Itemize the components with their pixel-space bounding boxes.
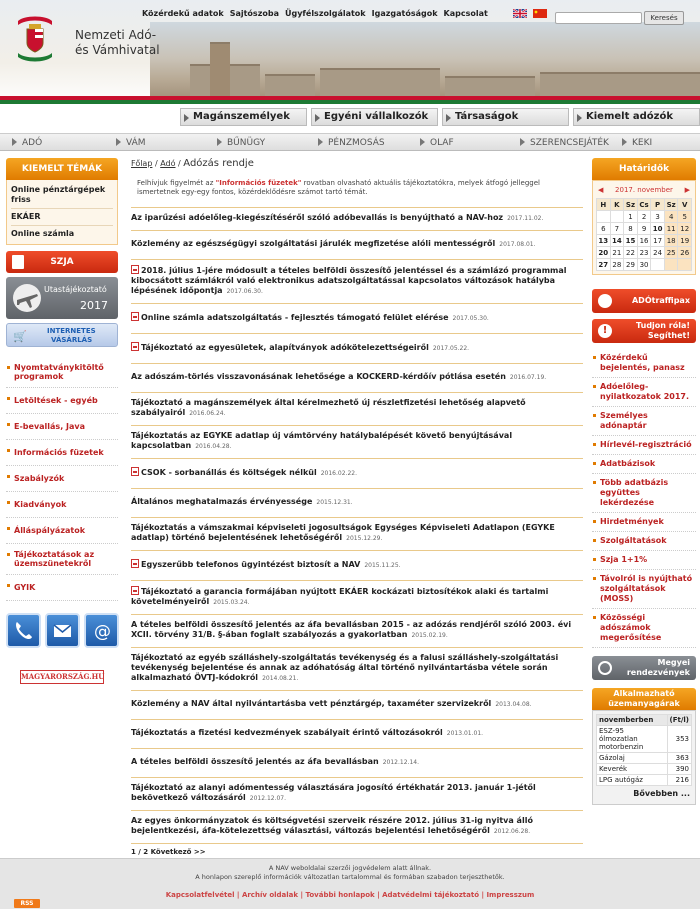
contact-icons xyxy=(6,613,118,648)
article-item[interactable]: A tételes belföldi összesítő jelentés az áfa bevallásban 2015 - az adózás rendjéről szóló 2003. évi XCII. törvény 31/B. §-ában foglalt szabályozás a gyakorlatban 2015.02.19. xyxy=(131,614,583,647)
pagination[interactable]: 1 / 2 Következő >> xyxy=(131,848,206,856)
breadcrumb-tax[interactable]: Adó xyxy=(160,159,176,168)
szja-doc-icon xyxy=(12,255,24,269)
site-header xyxy=(0,0,700,105)
right-link-vat-numbers[interactable]: Közösségi adószámok megerősítése xyxy=(592,609,696,648)
english-flag-icon[interactable] xyxy=(513,9,527,18)
tab-sole-traders[interactable]: Egyéni vállalkozók xyxy=(311,108,438,126)
parliament-banner-image xyxy=(150,22,700,104)
subnav-customs[interactable]: VÁM xyxy=(116,138,146,148)
topnav-press[interactable]: Sajtószoba xyxy=(229,9,279,18)
magyarorszag-portal-link[interactable]: MAGYARORSZÁG.HU xyxy=(20,670,104,684)
pdf-icon xyxy=(131,559,139,568)
calendar-grid: H K Sz Cs P Sz V 1 2 3 4 5 6 7 8 9 10 11 12 13 14 15 16 17 18 19 20 21 22 23 24 25 26 27 28 29 30 xyxy=(596,198,692,271)
search-button[interactable]: Keresés xyxy=(644,11,684,25)
deadlines-header: Határidők xyxy=(592,158,696,180)
next-month-arrow-icon[interactable]: ▶ xyxy=(684,186,690,194)
pdf-icon xyxy=(131,586,139,595)
szja-label: SZJA xyxy=(50,257,74,267)
wrench-icon xyxy=(598,661,612,675)
airplane-icon xyxy=(12,283,42,313)
sidebar-link-e-filing[interactable]: E-bevallás, Java xyxy=(6,414,118,440)
subnav-tax[interactable]: ADÓ xyxy=(12,138,42,148)
pdf-icon xyxy=(131,467,139,476)
table-row: ESZ-95 ólmozatlan motorbenzin 353 xyxy=(597,726,692,753)
article-item[interactable]: Tájékoztató az egyéb szálláshely-szolgáltatás tevékenység és a falusi szálláshely-szolgáltatási tevékenység bejelentése és annak az adóhatóság által történő nyilvántartásba vétele során alkalmazható ÖVTJ-kódokról 2014.08.21. xyxy=(131,647,583,690)
right-link-advance-declarations[interactable]: Adóelőleg-nyilatkozatok 2017. xyxy=(592,378,696,407)
copyright-line: A NAV weboldalai szerzői jogvédelem alatt állnak. xyxy=(268,864,432,872)
sidebar-link-faq[interactable]: GYIK xyxy=(6,575,118,601)
table-row: Gázolaj 363 xyxy=(597,753,692,764)
sidebar-link-info-booklets[interactable]: Információs füzetek xyxy=(6,440,118,466)
article-item[interactable]: Egyszerűbb telefonos ügyintézést biztosít a NAV 2015.11.25. xyxy=(131,550,583,580)
article-item[interactable]: 2018. július 1-jére módosult a tételes belföldi összesítő jelentéssel és a számlázó programmal kibocsátott számlákról való elektronikus adatszolgáltatással kapcsolatos változások hatályba lépésének időpontja 2017.06.30. xyxy=(131,259,583,303)
online-shopping-label: INTERNETES xyxy=(47,327,96,335)
article-item[interactable]: Közlemény az egészségügyi szolgáltatási járulék megfizetése alóli mentességről 2017.08.01. xyxy=(131,230,583,259)
right-link-services[interactable]: Szolgáltatások xyxy=(592,532,696,551)
article-item[interactable]: Közlemény a NAV által nyilvántartásba vett pénztárgép, taxaméter szervizekről 2013.04.08. xyxy=(131,690,583,719)
breadcrumb-home[interactable]: Főlap xyxy=(131,159,153,168)
sidebar-link-outages[interactable]: Tájékoztatások az üzemszünetekről xyxy=(6,544,118,575)
sidebar-link-form-fillers[interactable]: Nyomtatványkitöltő programok xyxy=(6,357,118,388)
calendar-deadline-day[interactable]: 15 xyxy=(625,236,636,245)
subnav-olaf[interactable]: OLAF xyxy=(420,138,454,148)
subnav-money-laundering[interactable]: PÉNZMOSÁS xyxy=(318,138,385,148)
rss-button[interactable]: RSS xyxy=(14,899,40,908)
topnav-public-data[interactable]: Közérdekű adatok xyxy=(142,9,224,18)
traveller-info-label: Utastájékoztató xyxy=(44,285,107,294)
calendar-deadline-day[interactable]: 13 xyxy=(598,236,609,245)
top-navigation xyxy=(142,9,488,18)
search-input[interactable] xyxy=(555,12,642,24)
article-item[interactable]: Online számla adatszolgáltatás - fejlesztés támogató felület elérése 2017.05.30. xyxy=(131,303,583,333)
calendar-day[interactable]: 3 xyxy=(651,211,665,223)
calendar-deadline-day[interactable]: 20 xyxy=(598,248,609,257)
right-link-tax-calendar[interactable]: Személyes adónaptár xyxy=(592,407,696,436)
right-link-newsletter[interactable]: Hírlevél-regisztráció xyxy=(592,436,696,455)
featured-item[interactable]: Online pénztárgépek friss xyxy=(11,182,113,209)
article-item[interactable]: Tájékoztató az alanyi adómentesség választására jogosító értékhatár 2013. január 1-jétől bekövetkező változásáról 2012.12.07. xyxy=(131,777,583,810)
whistleblow-banner[interactable]: ! Tudjon róla! Segíthet! xyxy=(592,319,696,343)
topic-navigation xyxy=(0,133,700,151)
tax-traffipax-banner[interactable]: ADÓtraffipax xyxy=(592,289,696,313)
deadline-calendar xyxy=(592,180,696,275)
topnav-customer-service[interactable]: Ügyfélszolgálatok xyxy=(284,9,366,18)
right-link-moss[interactable]: Távolról is nyújtható szolgáltatások (MOSS) xyxy=(592,570,696,609)
left-sidebar xyxy=(6,158,118,684)
article-item[interactable]: A tételes belföldi összesítő jelentés az áfa bevallásban 2012.12.14. xyxy=(131,748,583,777)
footer-link-archive[interactable]: Archív oldalak xyxy=(241,891,299,899)
topnav-directorates[interactable]: Igazgatóságok xyxy=(371,9,438,18)
main-content xyxy=(131,158,583,856)
fuel-more-link[interactable]: Bővebben ... xyxy=(633,789,690,798)
featured-item[interactable]: EKÁER xyxy=(11,209,113,226)
chinese-flag-icon[interactable] xyxy=(533,9,547,18)
article-item[interactable]: Tájékoztatás a vámszakmai képviseleti jogosultságok Egységes Képviseleti Adatlapon (EGYKE adatlap) történő bejelentésének lehetőségéről 2015.12.29. xyxy=(131,517,583,550)
site-name[interactable]: Nemzeti Adó- és Vámhivatal xyxy=(75,28,160,57)
article-item[interactable]: Tájékoztató a garancia formájában nyújtott EKÁER kockázati biztosítékok alaki és tartalmi követelményeiről 2015.03.24. xyxy=(131,580,583,614)
footer-link-imprint[interactable]: Impresszum xyxy=(486,891,535,899)
right-link-szja-1-1[interactable]: Szja 1+1% xyxy=(592,551,696,570)
featured-topics-list xyxy=(6,180,118,245)
sidebar-link-downloads[interactable]: Letöltések - egyéb xyxy=(6,388,118,414)
featured-item[interactable]: Online számla xyxy=(11,229,75,238)
right-link-multi-db-query[interactable]: Több adatbázis együttes lekérdezése xyxy=(592,474,696,513)
table-row: LPG autógáz 216 xyxy=(597,775,692,786)
article-item[interactable]: Az adószám-törlés visszavonásának lehetősége a KOCKERD-kérdőív pótlása esetén 2016.07.19. xyxy=(131,363,583,392)
article-item[interactable]: Tájékoztató a magánszemélyek által kérelmezhető új részletfizetési lehetőség alapvető szabályairól 2016.06.24. xyxy=(131,392,583,425)
tab-companies[interactable]: Társaságok xyxy=(442,108,569,126)
calendar-deadline-day[interactable]: 27 xyxy=(598,260,609,269)
right-link-databases[interactable]: Adatbázisok xyxy=(592,455,696,474)
tab-individuals[interactable]: Magánszemélyek xyxy=(180,108,307,126)
article-item[interactable]: Az egyes önkormányzatok és költségvetési szerveik részére 2012. július 31-ig nyitva álló bejelentkezési, áfa-kötelezettség választási, változás bejelentési lehetőségéről 2012.06.28. xyxy=(131,810,583,844)
sidebar-link-regulations[interactable]: Szabályzók xyxy=(6,466,118,492)
online-shopping-banner[interactable] xyxy=(6,323,118,347)
article-item[interactable]: Általános meghatalmazás érvényessége 2015.12.31. xyxy=(131,488,583,517)
calendar-day[interactable]: 1 xyxy=(624,211,638,223)
mail-icon[interactable] xyxy=(45,613,80,648)
article-list xyxy=(131,207,583,844)
article-item[interactable]: Tájékoztató az egyesületek, alapítványok adókötelezettségeiről 2017.05.22. xyxy=(131,333,583,363)
calendar-day[interactable]: 2 xyxy=(637,211,651,223)
sidebar-link-jobs[interactable]: Álláspályázatok xyxy=(6,518,118,544)
email-at-icon[interactable] xyxy=(84,613,119,648)
phone-icon[interactable] xyxy=(6,613,41,648)
tab-key-taxpayers[interactable]: Kiemelt adózók xyxy=(573,108,700,126)
footer-link-more-sites[interactable]: További honlapok xyxy=(305,891,375,899)
shopping-cart-icon: 🛒 xyxy=(13,330,27,343)
info-booklets-link[interactable]: "Információs füzetek" xyxy=(215,179,302,187)
pdf-icon xyxy=(131,342,139,351)
sidebar-link-publications[interactable]: Kiadványok xyxy=(6,492,118,518)
right-link-announcements[interactable]: Hirdetmények xyxy=(592,513,696,532)
alert-icon: ! xyxy=(598,324,612,338)
article-item[interactable]: Tájékoztatás a fizetési kedvezmények szabályait érintő változásokról 2013.01.01. xyxy=(131,719,583,748)
subnav-crime[interactable]: BŰNÜGY xyxy=(217,138,265,148)
footer-link-privacy[interactable]: Adatvédelmi tájékoztató xyxy=(382,891,480,899)
footer-links: Kapcsolatfelvétel | Archív oldalak | További honlapok | Adatvédelmi tájékoztató | Impresszum xyxy=(165,891,535,899)
page-title: Adózás rendje xyxy=(183,158,254,169)
fuel-prices-table: novemberben (Ft/l) ESZ-95 ólmozatlan motorbenzin 353 Gázolaj 363 Keverék 390 LPG autógáz 216 Bővebben ... xyxy=(592,710,696,805)
article-item[interactable]: Az iparűzési adóelőleg-kiegészítéséről szóló adóbevallás is benyújtható a NAV-hoz 2017.11.02. xyxy=(131,207,583,230)
szja-banner[interactable] xyxy=(6,251,118,273)
traveller-info-banner[interactable] xyxy=(6,277,118,319)
calendar-deadline-day[interactable]: 10 xyxy=(652,224,663,233)
nav-logo-crest[interactable] xyxy=(14,15,56,63)
footer-link-contact[interactable]: Kapcsolatfelvétel xyxy=(165,891,235,899)
svg-text:@: @ xyxy=(94,622,111,642)
article-item[interactable]: CSOK - sorbanállás és költségek nélkül 2016.02.22. xyxy=(131,458,583,488)
speed-camera-icon xyxy=(598,294,612,308)
county-events-banner[interactable]: Megyei rendezvények xyxy=(592,656,696,680)
right-links xyxy=(592,349,696,648)
audience-tabs xyxy=(180,108,700,126)
site-footer xyxy=(0,858,700,909)
info-notice: Felhívjuk figyelmét az "Információs füzetek" rovatban olvasható aktuális tájékoztatókra, melyek átfogó jelleggel ismertetnek egy-egy fontos, közérdeklődésre számot tartó témát. xyxy=(137,179,540,196)
article-item[interactable]: Tájékoztatás az EGYKE adatlap új vámtörvény hatálybalépését követő benyújtásával kapcsolatban 2016.04.28. xyxy=(131,425,583,458)
featured-topics-header: KIEMELT TÉMÁK xyxy=(6,158,118,180)
subnav-keki[interactable]: KEKI xyxy=(622,138,652,148)
calendar-month: 2017. november xyxy=(615,186,673,194)
fuel-prices-header: Alkalmazható üzemanyagárak xyxy=(592,688,696,710)
topnav-contact[interactable]: Kapcsolat xyxy=(443,9,488,18)
calendar-deadline-day[interactable]: 14 xyxy=(612,236,622,245)
right-link-complaint[interactable]: Közérdekű bejelentés, panasz xyxy=(592,349,696,378)
license-line: A honlapon szereplő információk változatlan tartalommal és formában szabadon terjeszthetők. xyxy=(195,873,505,881)
right-sidebar xyxy=(592,158,696,805)
pdf-icon xyxy=(131,265,139,274)
online-shopping-label-2: VÁSÁRLÁS xyxy=(51,336,93,344)
breadcrumb: Főlap / Adó / Adózás rendje xyxy=(131,158,254,169)
subnav-gambling[interactable]: SZERENCSEJÁTÉK xyxy=(520,138,609,148)
traveller-info-year: 2017 xyxy=(80,299,108,312)
prev-month-arrow-icon[interactable]: ◀ xyxy=(598,186,604,194)
table-row: Keverék 390 xyxy=(597,764,692,775)
pdf-icon xyxy=(131,312,139,321)
